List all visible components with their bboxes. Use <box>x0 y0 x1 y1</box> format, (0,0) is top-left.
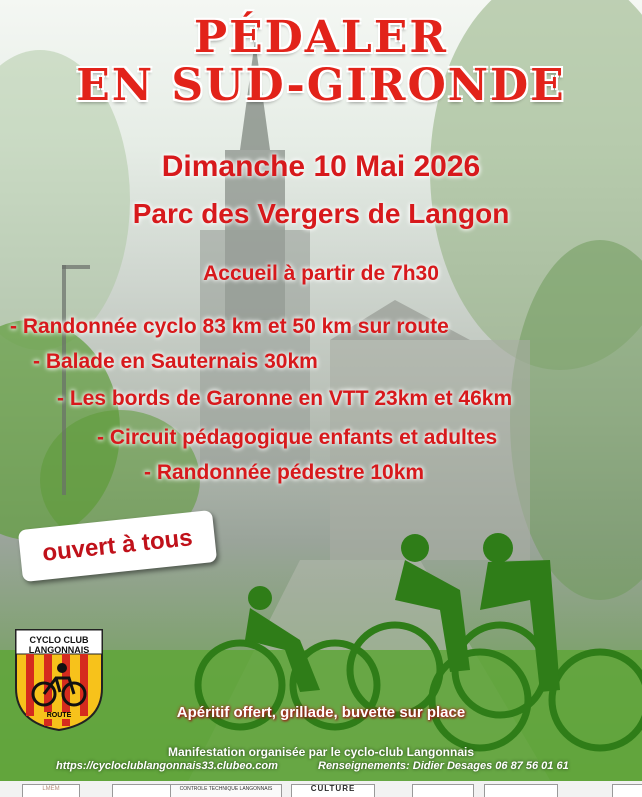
activity-item: - Randonnée pédestre 10km <box>144 461 425 484</box>
organizer-line: Manifestation organisée par le cyclo-club Langonnais <box>167 745 475 759</box>
club-name-line1: CYCLO CLUB <box>29 635 89 645</box>
contact-info: Renseignements: Didier Desages 06 87 56 01 61 <box>318 760 569 772</box>
activity-item: - Circuit pédagogique enfants et adultes <box>97 426 498 449</box>
event-date: Dimanche 10 Mai 2026 <box>161 150 481 183</box>
club-name-line2: LANGONNAIS <box>28 645 90 655</box>
welcome-time: Accueil à partir de 7h30 <box>203 262 439 285</box>
poster-title-line1: PÉDALER <box>194 12 448 63</box>
club-banner: ROUTE <box>39 712 79 719</box>
activity-item: - Randonnée cyclo 83 km et 50 km sur route <box>10 315 449 338</box>
aperitif-info: Apéritif offert, grillade, buvette sur place <box>176 704 466 721</box>
sponsor-logo: CONTROLE TECHNIQUE LANGONNAIS <box>170 784 282 797</box>
activity-item: - Balade en Sauternais 30km <box>33 350 318 373</box>
sponsor-logo: LMEM <box>22 784 80 797</box>
sponsor-logo: CULTURE <box>291 784 375 797</box>
sponsor-strip <box>0 781 642 797</box>
open-to-all-label: ouvert à tous <box>41 524 194 567</box>
sponsor-logo <box>484 784 558 797</box>
sponsor-logo <box>112 784 174 797</box>
activity-item: - Les bords de Garonne en VTT 23km et 46km <box>57 387 513 410</box>
club-website: https://cycloclublangonnais33.clubeo.com <box>56 760 278 772</box>
event-venue: Parc des Vergers de Langon <box>132 198 510 229</box>
sponsor-logo <box>412 784 474 797</box>
sponsor-logo <box>612 784 642 797</box>
poster-title-line2: EN SUD-GIRONDE <box>76 60 566 111</box>
